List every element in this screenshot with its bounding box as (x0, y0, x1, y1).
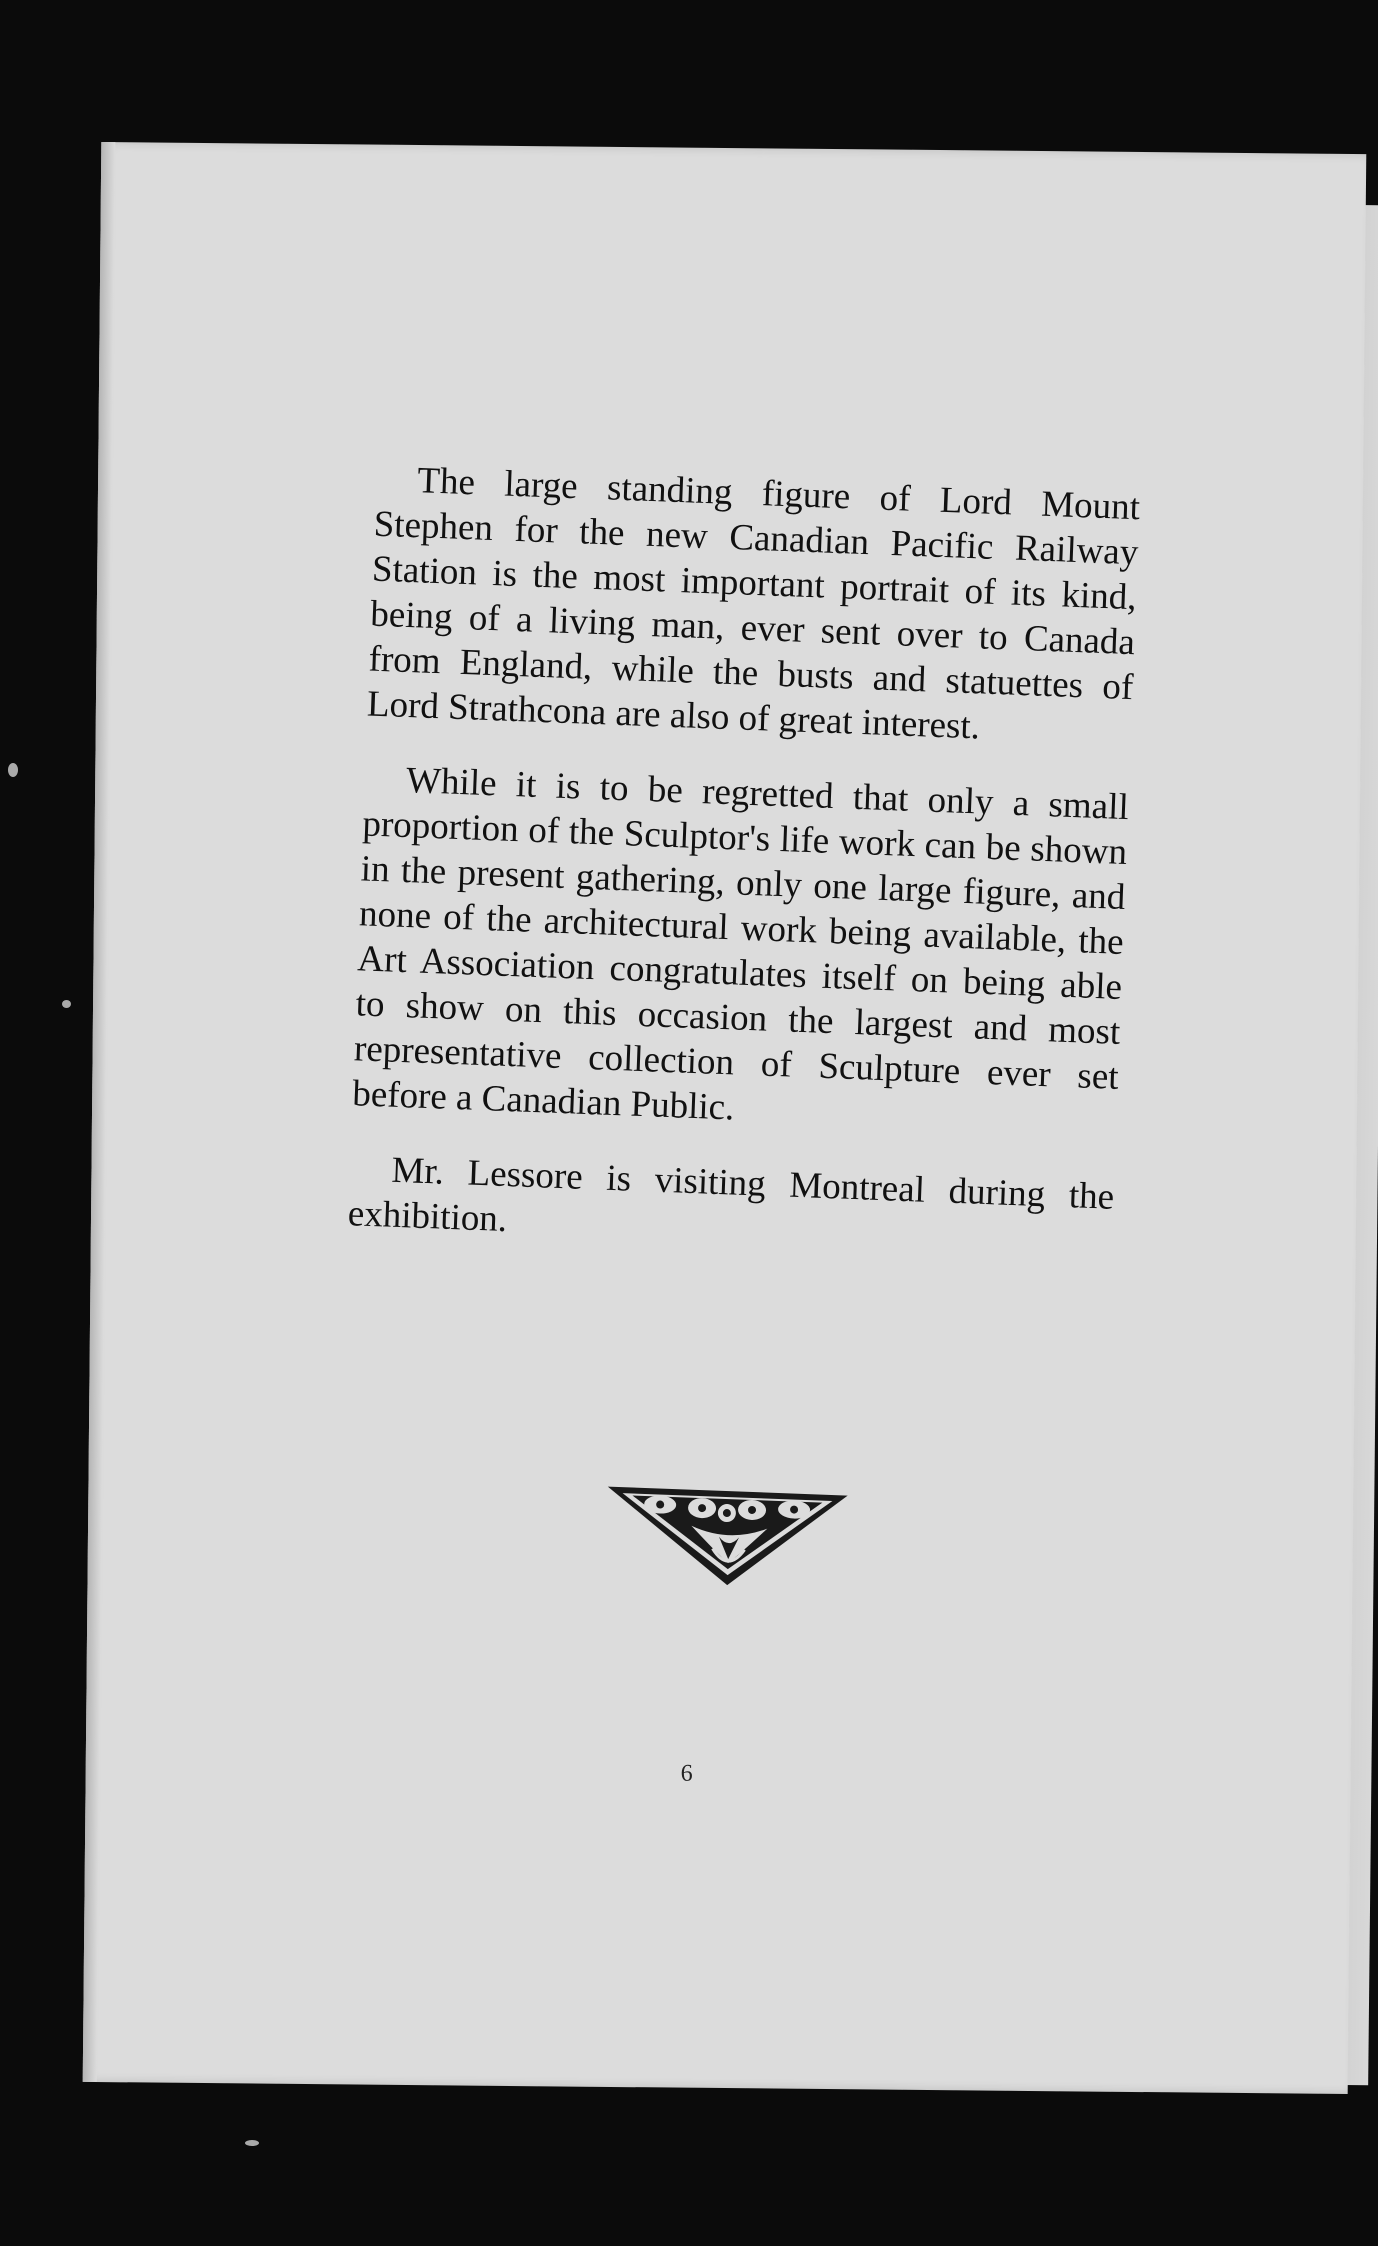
paragraph-2: While it is to be regretted that only a small proportion of the Sculptor's life work can be shown in the present gathering, only one large figure, and none of the architectural work being available, the Art Association congratulates itself on being able to show on this occasion the largest and most representative collection of Sculpture ever set before a Canadian Public. (351, 759, 1130, 1129)
scan-speck (62, 1000, 71, 1008)
paragraph-1: The large standing figure of Lord Mount Stephen for the new Canadian Pacific Railway Station is the most important portrait of its kind, being of a living man, ever sent over to Canada from England, while the busts and statuettes of Lord Strathcona are also of great interest. (366, 460, 1141, 748)
page-number: 6 (680, 1760, 693, 1787)
document-page (83, 142, 1367, 2094)
scan-speck (245, 2140, 259, 2146)
paragraph-3: Mr. Lessore is visiting Montreal during the exhibition. (347, 1149, 1115, 1241)
floral-triangle-ornament-icon (599, 1478, 853, 1597)
body-text (346, 457, 1141, 1295)
scan-speck (8, 763, 18, 777)
